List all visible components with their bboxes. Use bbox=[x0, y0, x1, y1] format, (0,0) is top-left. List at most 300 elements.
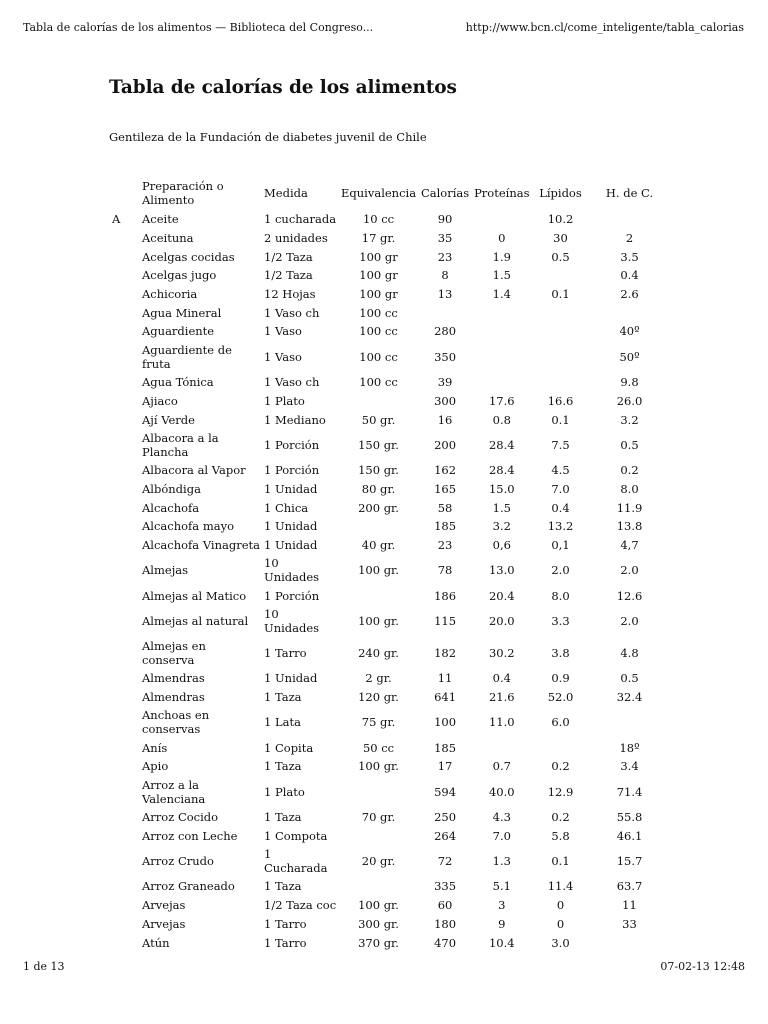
food-name-cell: Anchoas en conservas bbox=[142, 708, 210, 737]
letter-column-header bbox=[107, 176, 140, 210]
medida-cell: 1 Vaso ch bbox=[264, 375, 320, 390]
medida-cell: 1 Taza bbox=[264, 759, 302, 774]
equivalencia-cell: 17 gr. bbox=[361, 231, 396, 246]
calorias-cell: 470 bbox=[434, 935, 457, 950]
table-row bbox=[107, 461, 670, 480]
calorias-cell: 300 bbox=[434, 393, 457, 408]
hc-cell: 9.8 bbox=[620, 375, 639, 390]
row-letter bbox=[107, 461, 140, 480]
medida-cell: 1 Unidad bbox=[264, 671, 318, 686]
table-row bbox=[107, 776, 670, 808]
calorias-cell: 90 bbox=[437, 212, 453, 227]
row-letter bbox=[107, 776, 140, 808]
lipidos-cell bbox=[532, 266, 590, 285]
calorias-cell: 100 bbox=[434, 715, 457, 730]
food-name-cell: Arroz con Leche bbox=[142, 828, 238, 843]
hc-cell: 50º bbox=[619, 349, 640, 364]
medida-cell: 1 Vaso bbox=[264, 349, 302, 364]
food-name-cell: Acelgas jugo bbox=[142, 268, 217, 283]
equivalencia-cell: 75 gr. bbox=[361, 715, 396, 730]
proteinas-cell: 5.1 bbox=[492, 879, 511, 894]
proteinas-cell bbox=[472, 373, 531, 392]
food-name-cell: Alcachofa bbox=[142, 500, 200, 515]
row-letter bbox=[107, 933, 140, 952]
lipidos-cell: 10.2 bbox=[547, 212, 574, 227]
calorias-cell: 13 bbox=[437, 287, 453, 302]
food-name-cell: Albacora a la Plancha bbox=[142, 430, 219, 459]
row-letter bbox=[107, 845, 140, 877]
hc-cell: 0.4 bbox=[620, 268, 639, 283]
row-letter bbox=[107, 605, 140, 637]
row-letter bbox=[107, 915, 140, 934]
medida-cell: 1 Lata bbox=[264, 715, 301, 730]
calorias-cell: 185 bbox=[434, 740, 457, 755]
column-header-calorias: Calorías bbox=[420, 186, 470, 200]
calorias-cell: 165 bbox=[434, 481, 457, 496]
hc-cell bbox=[590, 303, 670, 322]
print-header-url: http://www.bcn.cl/come_inteligente/tabla_calorias bbox=[465, 21, 744, 34]
food-name-cell: Aceituna bbox=[142, 231, 194, 246]
medida-cell: 1/2 Taza bbox=[264, 249, 313, 264]
food-name-cell: Aceite bbox=[142, 212, 179, 227]
equivalencia-cell: 70 gr. bbox=[361, 810, 396, 825]
proteinas-cell: 20.0 bbox=[488, 614, 515, 628]
lipidos-cell bbox=[532, 373, 590, 392]
lipidos-cell: 0 bbox=[556, 916, 565, 931]
equivalencia-cell: 2 gr. bbox=[365, 671, 392, 686]
medida-cell: 1 Unidad bbox=[264, 519, 318, 534]
food-name-cell: Apio bbox=[142, 759, 169, 774]
hc-cell: 8.0 bbox=[620, 481, 639, 496]
proteinas-cell: 10.4 bbox=[488, 935, 515, 950]
medida-cell: 10 Unidades bbox=[264, 607, 320, 635]
medida-cell: 1 Plato bbox=[264, 393, 305, 408]
row-letter bbox=[107, 738, 140, 757]
hc-cell: 11 bbox=[622, 898, 637, 913]
hc-cell: 2.0 bbox=[620, 614, 639, 628]
hc-cell: 71.4 bbox=[616, 784, 643, 799]
proteinas-cell bbox=[472, 210, 531, 229]
lipidos-cell bbox=[532, 738, 590, 757]
equivalencia-cell: 240 gr. bbox=[358, 646, 399, 660]
food-name-cell: Agua Tónica bbox=[142, 375, 214, 390]
calorias-cell: 335 bbox=[434, 879, 457, 894]
equivalencia-cell: 120 gr. bbox=[358, 690, 399, 705]
row-letter bbox=[107, 637, 140, 669]
medida-cell: 2 unidades bbox=[264, 231, 328, 246]
table-row bbox=[107, 915, 670, 934]
food-name-cell: Arroz Crudo bbox=[142, 854, 214, 869]
medida-cell: 1 Porción bbox=[264, 463, 320, 478]
table-row bbox=[107, 480, 670, 499]
row-letter bbox=[107, 410, 140, 429]
table-row bbox=[107, 688, 670, 707]
food-name-cell: Almendras bbox=[142, 671, 205, 686]
food-name-cell: Aguardiente bbox=[142, 324, 215, 339]
proteinas-cell: 0,6 bbox=[492, 537, 511, 552]
calorias-cell: 280 bbox=[434, 324, 457, 339]
proteinas-cell: 0.7 bbox=[492, 759, 511, 774]
medida-cell: 1 Taza bbox=[264, 690, 302, 705]
proteinas-cell: 7.0 bbox=[492, 828, 511, 843]
food-name-cell: Agua Mineral bbox=[142, 305, 222, 320]
hc-cell: 40º bbox=[619, 324, 640, 339]
food-name-cell: Ajiaco bbox=[142, 393, 178, 408]
equivalencia-cell: 100 gr. bbox=[358, 898, 399, 913]
table-row bbox=[107, 536, 670, 555]
calorias-cell: 115 bbox=[434, 614, 457, 628]
table-row bbox=[107, 586, 670, 605]
table-row bbox=[107, 229, 670, 248]
row-letter bbox=[107, 498, 140, 517]
food-name-cell: Almendras bbox=[142, 690, 205, 705]
equivalencia-cell: 370 gr. bbox=[358, 935, 399, 950]
calorias-cell: 250 bbox=[434, 810, 457, 825]
row-letter bbox=[107, 303, 140, 322]
proteinas-cell bbox=[472, 738, 531, 757]
proteinas-cell: 17.6 bbox=[488, 393, 515, 408]
equivalencia-cell: 50 cc bbox=[362, 740, 395, 755]
equivalencia-cell bbox=[339, 776, 418, 808]
proteinas-cell: 0.8 bbox=[492, 412, 511, 427]
calorias-cell: 200 bbox=[434, 437, 457, 452]
proteinas-cell: 0.4 bbox=[492, 671, 511, 686]
food-name-cell: Ají Verde bbox=[142, 412, 195, 427]
food-name-cell: Almejas al natural bbox=[142, 614, 249, 628]
medida-cell: 1 Taza bbox=[264, 879, 302, 894]
food-name-cell: Arroz a la Valenciana bbox=[142, 777, 206, 806]
food-name-cell: Almejas bbox=[142, 563, 189, 578]
lipidos-cell: 0 bbox=[556, 898, 565, 913]
row-letter bbox=[107, 554, 140, 586]
lipidos-cell bbox=[532, 322, 590, 341]
calorias-cell: 60 bbox=[437, 898, 453, 913]
food-name-cell: Albacora al Vapor bbox=[142, 463, 246, 478]
food-name-cell: Arroz Cocido bbox=[142, 810, 219, 825]
row-letter bbox=[107, 341, 140, 373]
calorias-cell: 180 bbox=[434, 916, 457, 931]
lipidos-cell: 5.8 bbox=[551, 828, 570, 843]
equivalencia-cell: 50 gr. bbox=[361, 412, 396, 427]
medida-cell: 12 Hojas bbox=[264, 287, 316, 302]
hc-cell: 12.6 bbox=[616, 588, 643, 603]
table-row bbox=[107, 738, 670, 757]
column-header-proteinas: Proteínas bbox=[474, 186, 530, 200]
medida-cell: 1/2 Taza coc bbox=[264, 898, 337, 913]
lipidos-cell: 52.0 bbox=[547, 690, 574, 705]
equivalencia-cell: 150 gr. bbox=[358, 463, 399, 478]
row-letter bbox=[107, 896, 140, 915]
food-name-cell: Aguardiente de fruta bbox=[142, 342, 232, 371]
row-letter bbox=[107, 669, 140, 688]
table-header-row bbox=[107, 176, 670, 210]
proteinas-cell: 0 bbox=[498, 231, 506, 246]
calorias-cell: 23 bbox=[437, 537, 453, 552]
hc-cell: 0.5 bbox=[620, 437, 639, 452]
table-row bbox=[107, 341, 670, 373]
row-letter bbox=[107, 480, 140, 499]
column-header-hc: H. de C. bbox=[605, 186, 654, 200]
proteinas-cell: 40.0 bbox=[488, 784, 515, 799]
proteinas-cell: 28.4 bbox=[488, 463, 515, 478]
lipidos-cell bbox=[532, 303, 590, 322]
proteinas-cell: 1.5 bbox=[492, 268, 511, 283]
lipidos-cell: 0.5 bbox=[551, 249, 570, 264]
proteinas-cell: 20.4 bbox=[488, 588, 515, 603]
hc-cell: 2.0 bbox=[620, 563, 639, 578]
medida-cell: 1 Vaso ch bbox=[264, 305, 320, 320]
table-row bbox=[107, 637, 670, 669]
hc-cell: 0.5 bbox=[620, 671, 639, 686]
proteinas-cell: 1.3 bbox=[492, 854, 511, 869]
lipidos-cell: 3.3 bbox=[551, 614, 570, 628]
table-row bbox=[107, 322, 670, 341]
row-letter bbox=[107, 247, 140, 266]
equivalencia-cell: 100 gr. bbox=[358, 563, 399, 578]
hc-cell: 3.2 bbox=[620, 412, 639, 427]
lipidos-cell: 6.0 bbox=[551, 715, 570, 730]
calorias-cell: 182 bbox=[434, 646, 457, 660]
lipidos-cell: 0.9 bbox=[551, 671, 570, 686]
column-header-lipidos: Lípidos bbox=[539, 186, 582, 200]
proteinas-cell: 13.0 bbox=[488, 563, 515, 578]
table-row bbox=[107, 845, 670, 877]
proteinas-cell: 3 bbox=[498, 898, 506, 913]
equivalencia-cell: 100 gr. bbox=[358, 759, 399, 774]
food-name-cell: Anís bbox=[142, 740, 168, 755]
lipidos-cell: 12.9 bbox=[547, 784, 574, 799]
medida-cell: 1 Tarro bbox=[264, 935, 307, 950]
table-row bbox=[107, 498, 670, 517]
medida-cell: 1 Copita bbox=[264, 740, 314, 755]
hc-cell: 2.6 bbox=[620, 287, 639, 302]
food-name-cell: Almejas al Matico bbox=[142, 588, 247, 603]
medida-cell: 1 Tarro bbox=[264, 646, 307, 660]
row-letter bbox=[107, 757, 140, 776]
proteinas-cell: 1.5 bbox=[492, 500, 511, 515]
lipidos-cell: 0,1 bbox=[551, 537, 570, 552]
hc-cell: 3.5 bbox=[620, 249, 639, 264]
calorias-cell: 594 bbox=[434, 784, 457, 799]
calorias-cell: 39 bbox=[437, 375, 453, 390]
food-name-cell: Arroz Graneado bbox=[142, 879, 235, 894]
equivalencia-cell: 80 gr. bbox=[361, 481, 396, 496]
calorias-cell: 16 bbox=[437, 412, 453, 427]
lipidos-cell: 0.2 bbox=[551, 759, 570, 774]
lipidos-cell: 0.1 bbox=[551, 287, 570, 302]
hc-cell bbox=[590, 210, 670, 229]
medida-cell: 1 Vaso bbox=[264, 324, 302, 339]
food-name-cell: Alcachofa mayo bbox=[142, 519, 234, 534]
food-name-cell: Achicoria bbox=[142, 287, 198, 302]
lipidos-cell: 16.6 bbox=[547, 393, 574, 408]
medida-cell: 10 Unidades bbox=[264, 556, 320, 585]
table-row bbox=[107, 247, 670, 266]
print-footer-datetime: 07-02-13 12:48 bbox=[660, 960, 745, 973]
calorias-cell: 641 bbox=[434, 690, 457, 705]
proteinas-cell bbox=[472, 322, 531, 341]
row-letter bbox=[107, 322, 140, 341]
hc-cell: 3.4 bbox=[620, 759, 639, 774]
food-name-cell: Alcachofa Vinagreta bbox=[142, 537, 261, 552]
lipidos-cell: 8.0 bbox=[551, 588, 570, 603]
hc-cell: 2 bbox=[625, 231, 634, 246]
table-body bbox=[107, 210, 670, 952]
proteinas-cell bbox=[472, 303, 531, 322]
equivalencia-cell bbox=[339, 586, 418, 605]
food-name-cell: Arvejas bbox=[142, 898, 186, 913]
proteinas-cell: 30.2 bbox=[488, 646, 515, 660]
equivalencia-cell: 150 gr. bbox=[358, 437, 399, 452]
table-row bbox=[107, 373, 670, 392]
medida-cell: 1 Taza bbox=[264, 810, 302, 825]
equivalencia-cell: 100 gr. bbox=[358, 614, 399, 628]
table-row bbox=[107, 429, 670, 461]
medida-cell: 1 Compota bbox=[264, 828, 328, 843]
table-row bbox=[107, 933, 670, 952]
hc-cell: 11.9 bbox=[616, 500, 643, 515]
hc-cell: 46.1 bbox=[616, 828, 643, 843]
equivalencia-cell bbox=[339, 517, 418, 536]
lipidos-cell: 0.2 bbox=[551, 810, 570, 825]
calorias-cell: 185 bbox=[434, 519, 457, 534]
calorias-cell: 11 bbox=[437, 671, 453, 686]
equivalencia-cell bbox=[339, 877, 418, 896]
equivalencia-cell: 100 gr bbox=[359, 287, 398, 302]
equivalencia-cell: 40 gr. bbox=[361, 537, 396, 552]
equivalencia-cell bbox=[339, 826, 418, 845]
food-name-cell: Arvejas bbox=[142, 916, 186, 931]
row-letter bbox=[107, 429, 140, 461]
lipidos-cell: 3.8 bbox=[551, 646, 570, 660]
calorias-cell bbox=[418, 303, 472, 322]
proteinas-cell: 1.4 bbox=[492, 287, 511, 302]
hc-cell: 13.8 bbox=[616, 519, 643, 534]
table-row bbox=[107, 808, 670, 827]
medida-cell: 1 cucharada bbox=[264, 212, 337, 227]
calorias-cell: 35 bbox=[437, 231, 453, 246]
row-letter bbox=[107, 373, 140, 392]
calorias-cell: 72 bbox=[437, 854, 453, 869]
hc-cell: 4,7 bbox=[620, 537, 639, 552]
calorias-cell: 162 bbox=[434, 463, 457, 478]
hc-cell: 63.7 bbox=[616, 879, 643, 894]
equivalencia-cell: 200 gr. bbox=[358, 500, 399, 515]
row-letter bbox=[107, 877, 140, 896]
hc-cell: 32.4 bbox=[616, 690, 643, 705]
medida-cell: 1 Unidad bbox=[264, 481, 318, 496]
table-row bbox=[107, 669, 670, 688]
medida-cell: 1 Plato bbox=[264, 784, 305, 799]
table-row bbox=[107, 757, 670, 776]
table-row bbox=[107, 210, 670, 229]
lipidos-cell bbox=[532, 341, 590, 373]
lipidos-cell: 11.4 bbox=[547, 879, 574, 894]
food-name-cell: Almejas en conserva bbox=[142, 639, 206, 667]
food-name-cell: Atún bbox=[142, 935, 170, 950]
equivalencia-cell: 100 cc bbox=[359, 375, 398, 390]
calorias-cell: 264 bbox=[434, 828, 457, 843]
lipidos-cell: 4.5 bbox=[551, 463, 570, 478]
proteinas-cell: 11.0 bbox=[488, 715, 515, 730]
table-row bbox=[107, 826, 670, 845]
proteinas-cell: 4.3 bbox=[492, 810, 511, 825]
table-row bbox=[107, 285, 670, 304]
table-row bbox=[107, 303, 670, 322]
row-letter bbox=[107, 266, 140, 285]
table-row bbox=[107, 706, 670, 738]
column-header-preparacion: Preparación o Alimento bbox=[142, 179, 224, 207]
lipidos-cell: 0.1 bbox=[551, 412, 570, 427]
row-letter bbox=[107, 392, 140, 411]
row-letter bbox=[107, 536, 140, 555]
calories-table bbox=[107, 176, 670, 952]
hc-cell bbox=[590, 933, 670, 952]
proteinas-cell: 15.0 bbox=[488, 481, 515, 496]
calorias-cell: 186 bbox=[434, 588, 457, 603]
lipidos-cell: 7.5 bbox=[551, 437, 570, 452]
row-letter bbox=[107, 826, 140, 845]
row-letter bbox=[107, 688, 140, 707]
column-header-equivalencia: Equivalencia bbox=[341, 186, 417, 200]
row-letter bbox=[107, 517, 140, 536]
medida-cell: 1/2 Taza bbox=[264, 268, 313, 283]
table-row bbox=[107, 605, 670, 637]
row-letter bbox=[107, 706, 140, 738]
hc-cell: 33 bbox=[622, 916, 637, 931]
calorias-cell: 23 bbox=[437, 249, 453, 264]
row-letter: A bbox=[112, 212, 121, 227]
table-row bbox=[107, 877, 670, 896]
column-header-medida: Medida bbox=[264, 186, 308, 200]
medida-cell: 1 Porción bbox=[264, 588, 320, 603]
table-row bbox=[107, 410, 670, 429]
medida-cell: 1 Tarro bbox=[264, 916, 307, 931]
lipidos-cell: 30 bbox=[553, 231, 568, 246]
proteinas-cell: 3.2 bbox=[492, 519, 511, 534]
proteinas-cell: 28.4 bbox=[488, 437, 515, 452]
hc-cell: 0.2 bbox=[620, 463, 639, 478]
proteinas-cell: 9 bbox=[498, 916, 506, 931]
calorias-cell: 17 bbox=[437, 759, 453, 774]
equivalencia-cell: 100 cc bbox=[359, 349, 398, 364]
print-footer-page-number: 1 de 13 bbox=[23, 960, 65, 973]
hc-cell: 18º bbox=[619, 740, 640, 755]
table-row bbox=[107, 266, 670, 285]
table-row bbox=[107, 554, 670, 586]
calorias-cell: 8 bbox=[441, 268, 449, 283]
calorias-cell: 58 bbox=[437, 500, 453, 515]
lipidos-cell: 7.0 bbox=[551, 481, 570, 496]
row-letter bbox=[107, 808, 140, 827]
table-row bbox=[107, 517, 670, 536]
lipidos-cell: 0.1 bbox=[551, 854, 570, 869]
equivalencia-cell bbox=[339, 392, 418, 411]
hc-cell: 15.7 bbox=[616, 854, 643, 869]
document-subtitle: Gentileza de la Fundación de diabetes juvenil de Chile bbox=[109, 130, 427, 144]
equivalencia-cell: 20 gr. bbox=[361, 854, 396, 869]
medida-cell: 1 Chica bbox=[264, 500, 309, 515]
print-header-page-title: Tabla de calorías de los alimentos — Biblioteca del Congreso... bbox=[23, 21, 374, 34]
medida-cell: 1 Unidad bbox=[264, 537, 318, 552]
row-letter bbox=[107, 285, 140, 304]
row-letter bbox=[107, 229, 140, 248]
medida-cell: 1 Cucharada bbox=[264, 847, 328, 876]
lipidos-cell: 3.0 bbox=[551, 935, 570, 950]
table-row bbox=[107, 896, 670, 915]
lipidos-cell: 0.4 bbox=[551, 500, 570, 515]
medida-cell: 1 Porción bbox=[264, 437, 320, 452]
